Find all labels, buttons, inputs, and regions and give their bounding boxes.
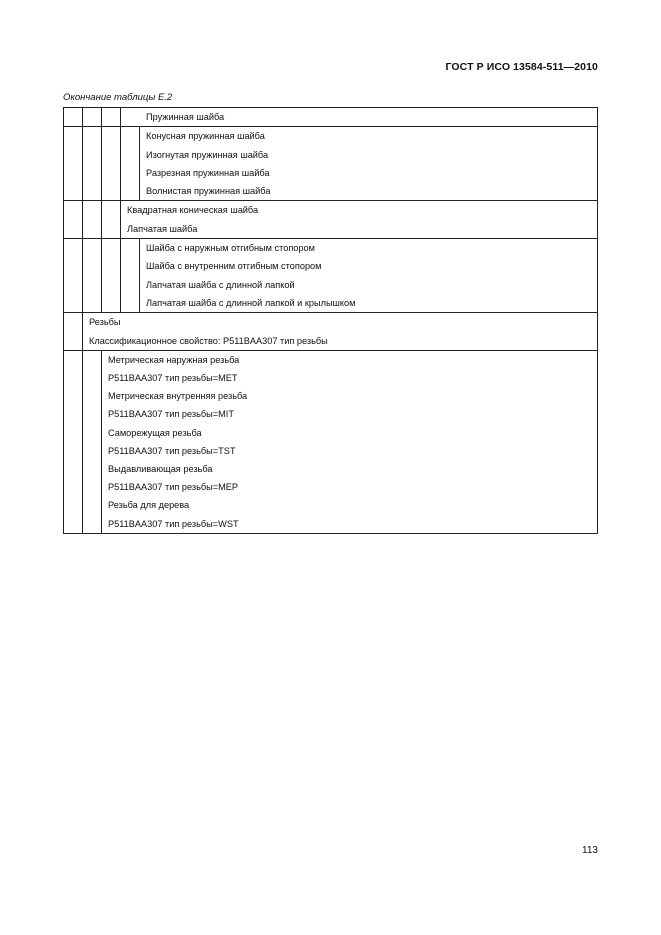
table-row: P511BAA307 тип резьбы=TST: [108, 445, 236, 456]
table-row: P511BAA307 тип резьбы=MET: [108, 373, 238, 384]
table-group-spring-washer: [64, 108, 597, 126]
table-row: Шайба с внутренним отгибным стопором: [146, 261, 322, 272]
page-number: 113: [582, 845, 598, 856]
table-row: Волнистая пружинная шайба: [146, 186, 271, 197]
table-group-tab-washer-types: [64, 238, 597, 312]
table-row: P511BAA307 тип резьбы=MEP: [108, 482, 239, 493]
table-row: Выдавливающая резьба: [108, 463, 213, 474]
table-group-thread-types: [64, 350, 597, 533]
table-caption: Окончание таблицы Е.2: [63, 92, 173, 103]
table-row: Квадратная коническая шайба: [127, 205, 259, 216]
table-row: Лапчатая шайба: [127, 223, 198, 234]
table-row: Метрическая внутренняя резьба: [108, 391, 248, 402]
table-row: Лапчатая шайба с длинной лапкой: [146, 279, 295, 290]
table-row: Резьбы: [89, 317, 121, 328]
table-row: Шайба с наружным отгибным стопором: [146, 243, 315, 254]
table-row: Метрическая наружная резьба: [108, 354, 240, 365]
table-group-threads: [64, 312, 597, 350]
table-row: Резьба для дерева: [108, 500, 190, 511]
table-group-spring-washer-types: [64, 126, 597, 200]
table-group-other-washers: [64, 200, 597, 238]
table-row: Классификационное свойство: P511BAA307 тип резьбы: [89, 335, 328, 346]
table-row: Лапчатая шайба с длинной лапкой и крылышком: [146, 297, 356, 308]
table-row: Изогнутая пружинная шайба: [146, 149, 269, 160]
table-row: Разрезная пружинная шайба: [146, 167, 270, 178]
table-row: P511BAA307 тип резьбы=WST: [108, 518, 239, 529]
table-row: Саморежущая резьба: [108, 427, 202, 438]
table-row: Пружинная шайба: [146, 112, 225, 122]
classification-table: [63, 107, 598, 534]
table-row: Конусная пружинная шайба: [146, 131, 265, 142]
table-row: P511BAA307 тип резьбы=MIT: [108, 409, 234, 420]
document-standard-id: ГОСТ Р ИСО 13584-511—2010: [445, 61, 598, 73]
